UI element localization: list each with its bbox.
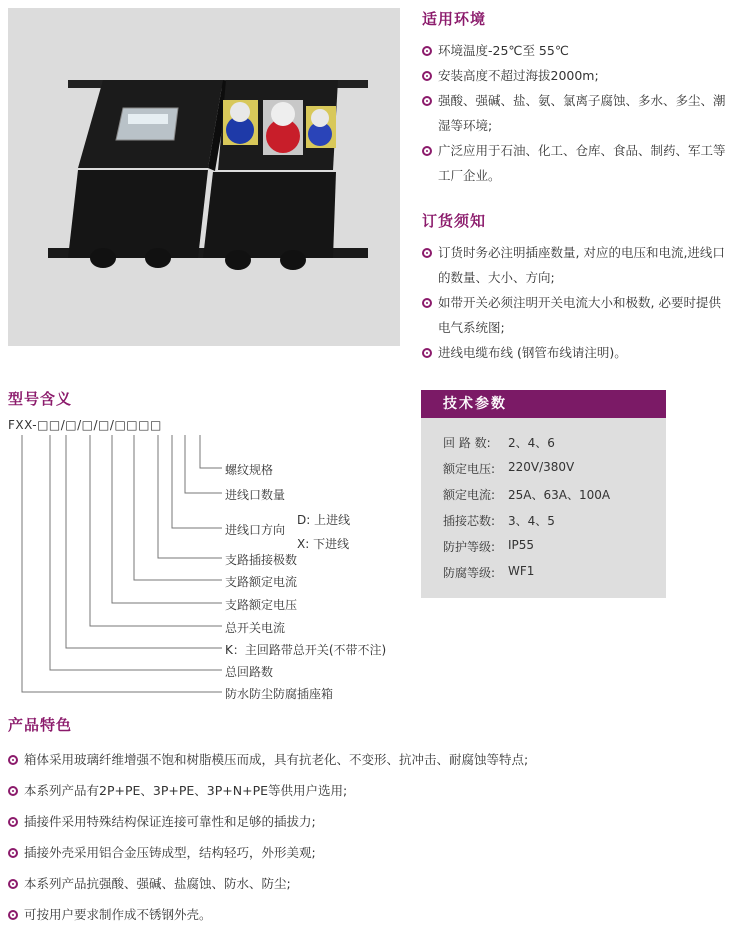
tech-row: 防护等级: IP55 <box>443 538 535 554</box>
label-branch-poles: 支路插接极数 <box>225 553 298 567</box>
list-item: 广泛应用于石油、化工、仓库、食品、制药、军工等工厂企业。 <box>422 138 732 188</box>
label-thread: 螺纹规格 <box>225 463 274 477</box>
list-item: 环境温度-25℃至 55℃ <box>422 38 732 63</box>
label-product: 防水防尘防腐插座箱 <box>225 687 334 701</box>
label-branch-current: 支路额定电流 <box>225 575 298 589</box>
list-item: 可按用户要求制作成不锈钢外壳。 <box>8 899 738 930</box>
label-inlet-direction: 进线口方向 <box>225 523 286 537</box>
tech-row: 额定电压: 220V/380V <box>443 460 575 476</box>
tech-row: 插接芯数: 3、4、5 <box>443 514 555 528</box>
tech-params-title: 技术参数 <box>421 390 666 418</box>
list-item: 强酸、强碱、盐、氨、氯离子腐蚀、多水、多尘、潮湿等环境; <box>422 88 732 138</box>
label-dir-up: D: 上进线 <box>297 513 351 527</box>
bullet-icon <box>8 755 18 765</box>
label-dir-down: X: 下进线 <box>297 537 350 551</box>
list-item: 插接件采用特殊结构保证连接可靠性和足够的插拔力; <box>8 806 738 837</box>
bullet-icon <box>422 348 432 358</box>
bullet-icon <box>422 96 432 106</box>
model-diagram-lines <box>0 410 400 710</box>
tech-params-panel <box>421 390 666 598</box>
bullet-icon <box>8 879 18 889</box>
label-main-switch-current: 总开关电流 <box>225 621 286 635</box>
list-item: 本系列产品有2P+PE、3P+PE、3P+N+PE等供用户选用; <box>8 775 738 806</box>
label-main-circuits: 总回路数 <box>225 665 274 679</box>
list-item: 插接外壳采用铝合金压铸成型，结构轻巧，外形美观; <box>8 837 738 868</box>
tech-row: 额定电流: 25A、63A、100A <box>443 488 611 502</box>
list-item: 安装高度不超过海拔2000m; <box>422 63 732 88</box>
bullet-icon <box>8 817 18 827</box>
list-item: 本系列产品抗强酸、强碱、盐腐蚀、防水、防尘; <box>8 868 738 899</box>
order-title: 订货须知 <box>422 212 487 230</box>
product-photo <box>8 8 400 346</box>
label-branch-voltage: 支路额定电压 <box>225 598 298 612</box>
bullet-icon <box>8 848 18 858</box>
tech-row: 回 路 数: 2、4、6 <box>443 436 555 450</box>
list-item: 如带开关必须注明开关电流大小和极数, 必要时提供电气系统图; <box>422 290 732 340</box>
bullet-icon <box>422 298 432 308</box>
list-item: 箱体采用玻璃纤维增强不饱和树脂模压而成，具有抗老化、不变形、抗冲击、耐腐蚀等特点; <box>8 744 738 775</box>
tech-row: 防腐等级: WF1 <box>443 564 535 580</box>
bullet-icon <box>8 786 18 796</box>
order-list <box>422 240 732 365</box>
list-item: 订货时务必注明插座数量, 对应的电压和电流,进线口的数量、大小、方向; <box>422 240 732 290</box>
features-list <box>8 744 738 930</box>
list-item: 进线电缆布线 (钢管布线请注明)。 <box>422 340 732 365</box>
bullet-icon <box>422 46 432 56</box>
bullet-icon <box>422 71 432 81</box>
environment-title: 适用环境 <box>422 10 487 28</box>
bullet-icon <box>422 248 432 258</box>
bullet-icon <box>8 910 18 920</box>
model-code: FXX-□□/□/□/□/□□□□ <box>8 418 162 432</box>
features-title: 产品特色 <box>8 716 73 734</box>
environment-list <box>422 38 732 188</box>
label-inlet-count: 进线口数量 <box>225 488 286 502</box>
model-title: 型号含义 <box>8 390 73 408</box>
label-k-note: K：主回路带总开关(不带不注) <box>225 643 387 657</box>
bullet-icon <box>422 146 432 156</box>
